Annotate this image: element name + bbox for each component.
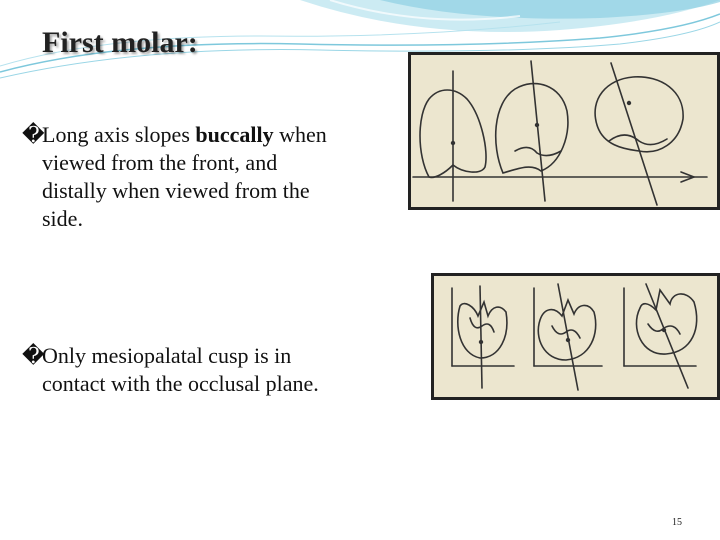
bullet-line: contact with the occlusal plane. (42, 371, 319, 396)
bullet-emphasis: buccally (195, 122, 274, 147)
molar-occlusal-contact-figure (431, 273, 720, 400)
bullet-line: viewed from the front, and (42, 150, 278, 175)
molar-long-axis-figure (408, 52, 720, 210)
bullet-first-line (22, 342, 412, 370)
bullet-glyph: � (22, 343, 45, 368)
bullet-line: side. (42, 206, 83, 231)
bullet-line: distally when viewed from the (42, 178, 310, 203)
bullet-long-axis (22, 121, 412, 233)
bullet-text: Long axis slopes (42, 122, 196, 147)
bullet-occlusal-contact (22, 342, 412, 398)
slide-title: First molar: (42, 26, 198, 59)
bullet-first-line (22, 121, 412, 149)
bullet-glyph: � (22, 122, 45, 147)
page-number: 15 (672, 517, 682, 528)
bullet-text: when (273, 122, 327, 147)
bullet-text: Only mesiopalatal cusp is in (42, 343, 292, 368)
